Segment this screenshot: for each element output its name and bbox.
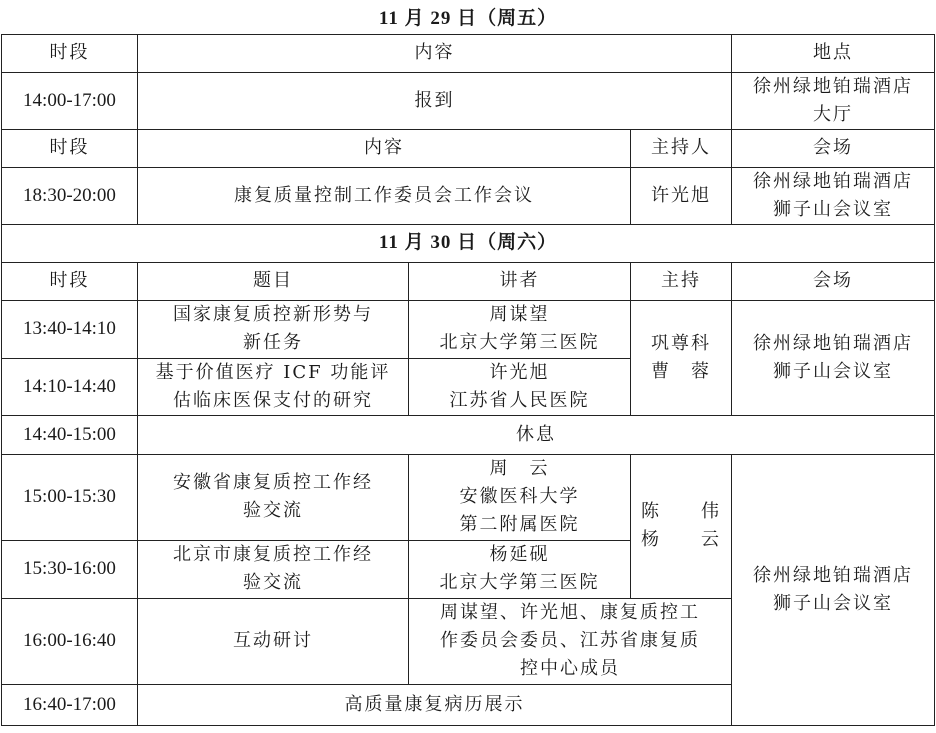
session-speaker: 周谋望、许光旭、康复质控工 作委员会委员、江苏省康复质 控中心成员 (409, 598, 732, 684)
table-row (2, 454, 935, 540)
day1-title: 11 月 29 日（周五） (2, 5, 935, 34)
break-content: 休息 (138, 415, 935, 454)
checkin-place: 徐州绿地铂瑞酒店 大厅 (732, 72, 935, 129)
session-topic: 北京市康复质控工作经 验交流 (138, 540, 409, 598)
session-host-a: 巩尊科 曹 蓉 (631, 300, 732, 415)
session-speaker: 周谋望 北京大学第三医院 (409, 300, 631, 358)
day2-header-row (2, 262, 935, 300)
col-topic-header: 题目 (138, 262, 409, 300)
session-venue-a: 徐州绿地铂瑞酒店 狮子山会议室 (732, 300, 935, 415)
col-content-header: 内容 (138, 34, 732, 72)
session-venue-b: 徐州绿地铂瑞酒店 狮子山会议室 (732, 454, 935, 725)
session-time: 15:30-16:00 (2, 540, 138, 598)
day1-header-row-2 (2, 129, 935, 167)
session-topic: 高质量康复病历展示 (138, 684, 732, 725)
col-content-header: 内容 (138, 129, 631, 167)
day2-title: 11 月 30 日（周六） (2, 224, 935, 262)
session-time: 16:00-16:40 (2, 598, 138, 684)
col-time-header: 时段 (2, 129, 138, 167)
col-place-header: 地点 (732, 34, 935, 72)
checkin-content: 报到 (138, 72, 732, 129)
session-speaker: 许光旭 江苏省人民医院 (409, 358, 631, 415)
col-venue-header: 会场 (732, 129, 935, 167)
session-time: 13:40-14:10 (2, 300, 138, 358)
session-topic: 基于价值医疗 ICF 功能评 估临床医保支付的研究 (138, 358, 409, 415)
session-topic: 国家康复质控新形势与 新任务 (138, 300, 409, 358)
col-host-header: 主持人 (631, 129, 732, 167)
session-speaker: 周 云 安徽医科大学 第二附属医院 (409, 454, 631, 540)
session-speaker: 杨延砚 北京大学第三医院 (409, 540, 631, 598)
meeting-time: 18:30-20:00 (2, 167, 138, 224)
table-row (2, 72, 935, 129)
session-topic: 安徽省康复质控工作经 验交流 (138, 454, 409, 540)
schedule-table (1, 5, 935, 726)
session-host-b: 陈 伟 杨 云 (631, 454, 732, 598)
session-time: 14:10-14:40 (2, 358, 138, 415)
meeting-venue: 徐州绿地铂瑞酒店 狮子山会议室 (732, 167, 935, 224)
col-speaker-header: 讲者 (409, 262, 631, 300)
session-time: 15:00-15:30 (2, 454, 138, 540)
meeting-content: 康复质量控制工作委员会工作会议 (138, 167, 631, 224)
col-time-header: 时段 (2, 34, 138, 72)
col-time-header: 时段 (2, 262, 138, 300)
meeting-host: 许光旭 (631, 167, 732, 224)
table-row (2, 167, 935, 224)
col-host-header: 主持 (631, 262, 732, 300)
day1-header-row (2, 34, 935, 72)
checkin-time: 14:00-17:00 (2, 72, 138, 129)
table-row (2, 415, 935, 454)
break-time: 14:40-15:00 (2, 415, 138, 454)
col-venue-header: 会场 (732, 262, 935, 300)
session-time: 16:40-17:00 (2, 684, 138, 725)
table-row (2, 300, 935, 358)
session-topic: 互动研讨 (138, 598, 409, 684)
